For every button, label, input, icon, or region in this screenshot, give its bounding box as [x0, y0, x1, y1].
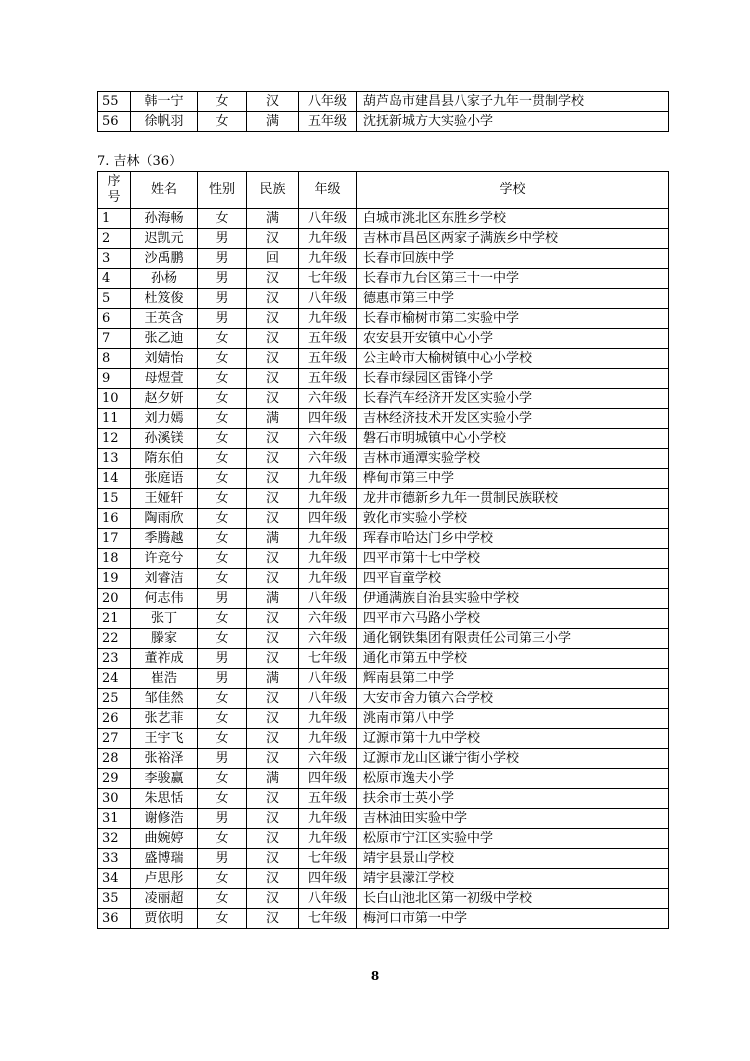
cell-ethnicity: 满 [247, 112, 299, 132]
cell-no: 29 [98, 769, 131, 789]
header-no: 序 号 [98, 172, 131, 209]
cell-ethnicity: 回 [247, 249, 299, 269]
cell-name: 王宇飞 [131, 729, 198, 749]
cell-no: 21 [98, 609, 131, 629]
cell-school: 长白山池北区第一初级中学校 [357, 889, 669, 909]
cell-name: 张庭语 [131, 469, 198, 489]
cell-no: 55 [98, 92, 131, 112]
cell-school: 沈抚新城方大实验小学 [357, 112, 669, 132]
cell-name: 曲婉婷 [131, 829, 198, 849]
cell-name: 刘婧怡 [131, 349, 198, 369]
table-row [98, 909, 669, 929]
cell-grade: 九年级 [299, 549, 357, 569]
cell-gender: 女 [198, 209, 247, 229]
cell-grade: 九年级 [299, 829, 357, 849]
cell-ethnicity: 汉 [247, 549, 299, 569]
header-grade: 年级 [299, 172, 357, 209]
table-row [98, 369, 669, 389]
cell-name: 谢修浩 [131, 809, 198, 829]
cell-school: 桦甸市第三中学 [357, 469, 669, 489]
cell-gender: 女 [198, 609, 247, 629]
table-row [98, 469, 669, 489]
cell-no: 20 [98, 589, 131, 609]
cell-name: 杜笈俊 [131, 289, 198, 309]
cell-school: 辽源市第十九中学校 [357, 729, 669, 749]
table-row [98, 409, 669, 429]
cell-grade: 四年级 [299, 769, 357, 789]
cell-no: 36 [98, 909, 131, 929]
cell-ethnicity: 汉 [247, 749, 299, 769]
cell-name: 季腾越 [131, 529, 198, 549]
cell-ethnicity: 汉 [247, 429, 299, 449]
cell-ethnicity: 汉 [247, 489, 299, 509]
table-row [98, 609, 669, 629]
cell-school: 靖宇县景山学校 [357, 849, 669, 869]
cell-name: 王英含 [131, 309, 198, 329]
cell-name: 滕家 [131, 629, 198, 649]
table-header-row [98, 172, 669, 209]
cell-no: 23 [98, 649, 131, 669]
cell-gender: 女 [198, 729, 247, 749]
cell-school: 吉林油田实验中学 [357, 809, 669, 829]
cell-ethnicity: 汉 [247, 92, 299, 112]
cell-no: 18 [98, 549, 131, 569]
cell-ethnicity: 满 [247, 209, 299, 229]
cell-name: 隋东伯 [131, 449, 198, 469]
previous-section-table-body [98, 92, 669, 132]
cell-school: 白城市洮北区东胜乡学校 [357, 209, 669, 229]
cell-grade: 六年级 [299, 749, 357, 769]
cell-gender: 男 [198, 589, 247, 609]
cell-name: 陶雨欣 [131, 509, 198, 529]
cell-gender: 男 [198, 669, 247, 689]
header-ethnicity: 民族 [247, 172, 299, 209]
table-row [98, 789, 669, 809]
cell-name: 贾依明 [131, 909, 198, 929]
cell-school: 洮南市第八中学 [357, 709, 669, 729]
cell-ethnicity: 汉 [247, 789, 299, 809]
cell-no: 32 [98, 829, 131, 849]
cell-grade: 八年级 [299, 889, 357, 909]
cell-ethnicity: 汉 [247, 389, 299, 409]
cell-name: 沙禹鹏 [131, 249, 198, 269]
cell-school: 梅河口市第一中学 [357, 909, 669, 929]
cell-school: 吉林市昌邑区两家子满族乡中学校 [357, 229, 669, 249]
table-row [98, 112, 669, 132]
cell-grade: 九年级 [299, 709, 357, 729]
cell-name: 迟凯元 [131, 229, 198, 249]
table-row [98, 429, 669, 449]
cell-school: 德惠市第三中学 [357, 289, 669, 309]
table-row [98, 529, 669, 549]
cell-grade: 八年级 [299, 689, 357, 709]
table-row [98, 549, 669, 569]
cell-school: 大安市舍力镇六合学校 [357, 689, 669, 709]
table-row [98, 269, 669, 289]
cell-grade: 八年级 [299, 92, 357, 112]
cell-grade: 四年级 [299, 509, 357, 529]
cell-school: 辽源市龙山区谦宁街小学校 [357, 749, 669, 769]
cell-school: 辉南县第二中学 [357, 669, 669, 689]
cell-gender: 男 [198, 289, 247, 309]
cell-grade: 九年级 [299, 529, 357, 549]
cell-no: 28 [98, 749, 131, 769]
cell-school: 四平盲童学校 [357, 569, 669, 589]
cell-no: 2 [98, 229, 131, 249]
cell-no: 5 [98, 289, 131, 309]
cell-ethnicity: 汉 [247, 229, 299, 249]
cell-gender: 女 [198, 889, 247, 909]
previous-section-table [97, 91, 669, 132]
cell-grade: 七年级 [299, 269, 357, 289]
cell-ethnicity: 汉 [247, 809, 299, 829]
cell-grade: 六年级 [299, 629, 357, 649]
table-row [98, 209, 669, 229]
cell-grade: 五年级 [299, 369, 357, 389]
cell-gender: 女 [198, 469, 247, 489]
cell-grade: 六年级 [299, 429, 357, 449]
cell-name: 孙溪镁 [131, 429, 198, 449]
cell-grade: 九年级 [299, 469, 357, 489]
cell-gender: 女 [198, 409, 247, 429]
cell-school: 吉林经济技术开发区实验小学 [357, 409, 669, 429]
jilin-table [97, 171, 669, 929]
cell-ethnicity: 汉 [247, 649, 299, 669]
cell-gender: 女 [198, 549, 247, 569]
section-title: 7. 吉林（36） [97, 154, 183, 169]
cell-grade: 五年级 [299, 789, 357, 809]
cell-grade: 七年级 [299, 909, 357, 929]
cell-name: 刘力嫣 [131, 409, 198, 429]
cell-gender: 女 [198, 629, 247, 649]
cell-gender: 女 [198, 909, 247, 929]
cell-ethnicity: 汉 [247, 609, 299, 629]
cell-gender: 女 [198, 869, 247, 889]
cell-gender: 男 [198, 649, 247, 669]
cell-grade: 八年级 [299, 209, 357, 229]
cell-grade: 八年级 [299, 289, 357, 309]
cell-school: 葫芦岛市建昌县八家子九年一贯制学校 [357, 92, 669, 112]
cell-gender: 女 [198, 509, 247, 529]
cell-no: 19 [98, 569, 131, 589]
cell-no: 30 [98, 789, 131, 809]
cell-no: 26 [98, 709, 131, 729]
cell-name: 王娅轩 [131, 489, 198, 509]
cell-ethnicity: 汉 [247, 829, 299, 849]
header-school: 学校 [357, 172, 669, 209]
cell-school: 通化市第五中学校 [357, 649, 669, 669]
cell-grade: 九年级 [299, 489, 357, 509]
cell-name: 孙杨 [131, 269, 198, 289]
cell-grade: 七年级 [299, 849, 357, 869]
cell-gender: 女 [198, 389, 247, 409]
cell-gender: 男 [198, 749, 247, 769]
table-row [98, 589, 669, 609]
cell-school: 扶余市士英小学 [357, 789, 669, 809]
cell-ethnicity: 汉 [247, 569, 299, 589]
cell-ethnicity: 汉 [247, 309, 299, 329]
table-row [98, 349, 669, 369]
table-row [98, 329, 669, 349]
cell-grade: 五年级 [299, 329, 357, 349]
cell-no: 34 [98, 869, 131, 889]
table-row [98, 689, 669, 709]
cell-grade: 五年级 [299, 349, 357, 369]
cell-name: 韩一宁 [131, 92, 198, 112]
table-row [98, 489, 669, 509]
cell-school: 长春市九台区第三十一中学 [357, 269, 669, 289]
table-row [98, 629, 669, 649]
cell-no: 10 [98, 389, 131, 409]
cell-no: 17 [98, 529, 131, 549]
cell-school: 靖宇县濛江学校 [357, 869, 669, 889]
cell-name: 刘睿洁 [131, 569, 198, 589]
table-row [98, 309, 669, 329]
cell-grade: 九年级 [299, 809, 357, 829]
table-row [98, 289, 669, 309]
cell-no: 8 [98, 349, 131, 369]
cell-gender: 女 [198, 112, 247, 132]
cell-name: 张裕泽 [131, 749, 198, 769]
cell-no: 16 [98, 509, 131, 529]
cell-no: 1 [98, 209, 131, 229]
cell-no: 27 [98, 729, 131, 749]
cell-grade: 九年级 [299, 229, 357, 249]
cell-grade: 九年级 [299, 249, 357, 269]
cell-school: 四平市第十七中学校 [357, 549, 669, 569]
cell-school: 松原市逸夫小学 [357, 769, 669, 789]
cell-gender: 女 [198, 449, 247, 469]
cell-no: 24 [98, 669, 131, 689]
cell-school: 公主岭市大榆树镇中心小学校 [357, 349, 669, 369]
cell-school: 通化钢铁集团有限责任公司第三小学 [357, 629, 669, 649]
cell-gender: 女 [198, 709, 247, 729]
cell-ethnicity: 汉 [247, 369, 299, 389]
cell-ethnicity: 汉 [247, 709, 299, 729]
cell-gender: 女 [198, 349, 247, 369]
jilin-table-body [98, 209, 669, 929]
table-row [98, 749, 669, 769]
cell-no: 15 [98, 489, 131, 509]
cell-grade: 八年级 [299, 589, 357, 609]
cell-ethnicity: 汉 [247, 629, 299, 649]
cell-ethnicity: 汉 [247, 289, 299, 309]
cell-school: 敦化市实验小学校 [357, 509, 669, 529]
table-row [98, 869, 669, 889]
cell-grade: 七年级 [299, 649, 357, 669]
cell-name: 许竞兮 [131, 549, 198, 569]
cell-name: 邹佳然 [131, 689, 198, 709]
cell-no: 3 [98, 249, 131, 269]
table-row [98, 809, 669, 829]
cell-gender: 女 [198, 369, 247, 389]
cell-ethnicity: 满 [247, 589, 299, 609]
cell-gender: 男 [198, 269, 247, 289]
cell-ethnicity: 汉 [247, 269, 299, 289]
cell-school: 长春市绿园区雷锋小学 [357, 369, 669, 389]
cell-gender: 女 [198, 489, 247, 509]
cell-school: 珲春市哈达门乡中学校 [357, 529, 669, 549]
cell-grade: 四年级 [299, 869, 357, 889]
cell-grade: 四年级 [299, 409, 357, 429]
cell-no: 13 [98, 449, 131, 469]
cell-gender: 男 [198, 809, 247, 829]
cell-ethnicity: 满 [247, 669, 299, 689]
table-row [98, 249, 669, 269]
cell-ethnicity: 汉 [247, 689, 299, 709]
cell-name: 朱思恬 [131, 789, 198, 809]
cell-ethnicity: 满 [247, 409, 299, 429]
cell-grade: 六年级 [299, 609, 357, 629]
table-row [98, 769, 669, 789]
cell-grade: 八年级 [299, 669, 357, 689]
cell-gender: 女 [198, 92, 247, 112]
table-row [98, 92, 669, 112]
cell-ethnicity: 汉 [247, 329, 299, 349]
table-row [98, 829, 669, 849]
cell-school: 吉林市通潭实验学校 [357, 449, 669, 469]
cell-name: 孙海畅 [131, 209, 198, 229]
cell-gender: 男 [198, 229, 247, 249]
cell-gender: 女 [198, 429, 247, 449]
cell-school: 龙井市德新乡九年一贯制民族联校 [357, 489, 669, 509]
cell-no: 25 [98, 689, 131, 709]
cell-gender: 男 [198, 309, 247, 329]
table-row [98, 569, 669, 589]
cell-gender: 男 [198, 249, 247, 269]
cell-school: 松原市宁江区实验中学 [357, 829, 669, 849]
cell-no: 56 [98, 112, 131, 132]
table-row [98, 669, 669, 689]
cell-name: 盛博瑞 [131, 849, 198, 869]
cell-ethnicity: 汉 [247, 849, 299, 869]
cell-gender: 女 [198, 529, 247, 549]
cell-school: 四平市六马路小学校 [357, 609, 669, 629]
cell-ethnicity: 满 [247, 529, 299, 549]
cell-school: 长春市榆树市第二实验中学 [357, 309, 669, 329]
cell-grade: 九年级 [299, 309, 357, 329]
cell-grade: 九年级 [299, 729, 357, 749]
table-row [98, 229, 669, 249]
table-row [98, 649, 669, 669]
cell-name: 何志伟 [131, 589, 198, 609]
cell-no: 9 [98, 369, 131, 389]
cell-no: 4 [98, 269, 131, 289]
table-row [98, 389, 669, 409]
cell-gender: 女 [198, 789, 247, 809]
cell-ethnicity: 汉 [247, 349, 299, 369]
cell-grade: 九年级 [299, 569, 357, 589]
cell-school: 长春汽车经济开发区实验小学 [357, 389, 669, 409]
cell-gender: 女 [198, 689, 247, 709]
cell-name: 董祚成 [131, 649, 198, 669]
cell-no: 31 [98, 809, 131, 829]
table-row [98, 449, 669, 469]
cell-name: 崔浩 [131, 669, 198, 689]
cell-school: 磐石市明城镇中心小学校 [357, 429, 669, 449]
cell-name: 张艺菲 [131, 709, 198, 729]
cell-gender: 女 [198, 329, 247, 349]
table-row [98, 509, 669, 529]
cell-school: 农安县开安镇中心小学 [357, 329, 669, 349]
header-gender: 性别 [198, 172, 247, 209]
table-row [98, 729, 669, 749]
cell-no: 22 [98, 629, 131, 649]
cell-name: 卢思彤 [131, 869, 198, 889]
cell-grade: 六年级 [299, 389, 357, 409]
cell-gender: 女 [198, 569, 247, 589]
cell-name: 张乙迪 [131, 329, 198, 349]
cell-no: 33 [98, 849, 131, 869]
cell-name: 张丁 [131, 609, 198, 629]
cell-ethnicity: 汉 [247, 729, 299, 749]
cell-ethnicity: 汉 [247, 889, 299, 909]
page-number: 8 [370, 969, 380, 983]
cell-name: 母煜萱 [131, 369, 198, 389]
cell-school: 伊通满族自治县实验中学校 [357, 589, 669, 609]
cell-name: 赵夕妍 [131, 389, 198, 409]
table-row [98, 889, 669, 909]
cell-ethnicity: 汉 [247, 869, 299, 889]
cell-grade: 六年级 [299, 449, 357, 469]
cell-school: 长春市回族中学 [357, 249, 669, 269]
cell-ethnicity: 汉 [247, 449, 299, 469]
cell-name: 徐帆羽 [131, 112, 198, 132]
cell-name: 凌丽超 [131, 889, 198, 909]
cell-no: 14 [98, 469, 131, 489]
cell-name: 李骏赢 [131, 769, 198, 789]
cell-grade: 五年级 [299, 112, 357, 132]
header-name: 姓名 [131, 172, 198, 209]
cell-gender: 男 [198, 849, 247, 869]
cell-gender: 女 [198, 769, 247, 789]
cell-no: 6 [98, 309, 131, 329]
cell-ethnicity: 汉 [247, 469, 299, 489]
cell-ethnicity: 满 [247, 769, 299, 789]
cell-no: 7 [98, 329, 131, 349]
cell-gender: 女 [198, 829, 247, 849]
cell-ethnicity: 汉 [247, 509, 299, 529]
table-row [98, 849, 669, 869]
cell-no: 11 [98, 409, 131, 429]
cell-ethnicity: 汉 [247, 909, 299, 929]
table-row [98, 709, 669, 729]
cell-no: 12 [98, 429, 131, 449]
cell-no: 35 [98, 889, 131, 909]
